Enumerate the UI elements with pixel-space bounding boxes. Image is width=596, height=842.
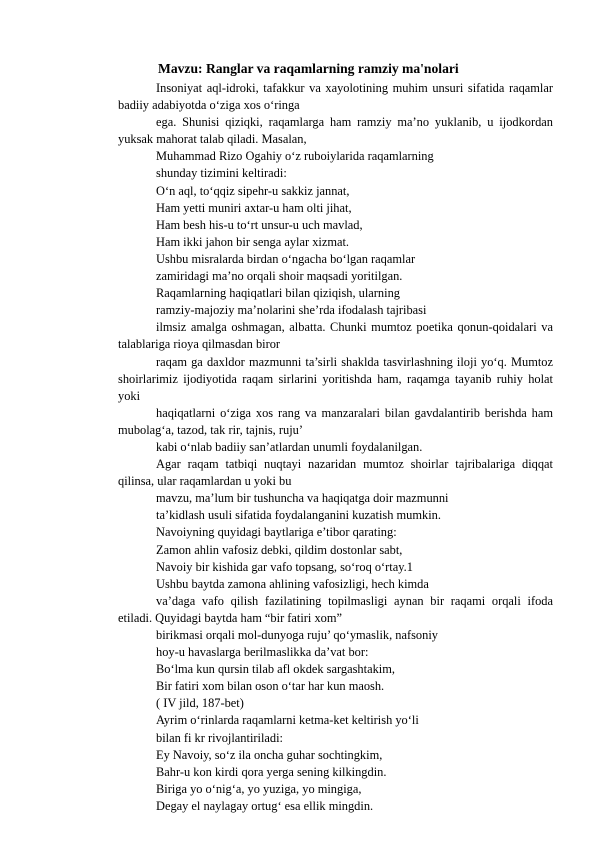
- paragraph: ramziy-majoziy ma’nolarini she’rda ifodalash tajribasi: [156, 303, 427, 318]
- paragraph: shunday tizimini keltiradi:: [156, 166, 287, 181]
- paragraph: Ham besh his-u to‘rt unsur-u uch mavlad,: [156, 217, 363, 232]
- paragraph: ega. Shunisi qiziqki, raqamlarga ham ramziy ma’no yuklanib, u ijodkordan yuksak mahorat talab qiladi. Masalan,: [118, 115, 553, 147]
- paragraph: Zamon ahlin vafosiz debki, qildim dostonlar sabt,: [156, 542, 403, 557]
- paragraph: Ushbu misralarda birdan o‘ngacha bo‘lgan raqamlar: [156, 251, 416, 266]
- paragraph: Ham ikki jahon bir senga aylar xizmat.: [156, 234, 350, 249]
- paragraph: birikmasi orqali mol-dunyoga ruju’ qo‘ymaslik, nafsoniy: [156, 628, 438, 642]
- document-title: Mavzu: Ranglar va raqamlarning ramziy ma'nolari: [158, 61, 459, 76]
- paragraph: ilmsiz amalga oshmagan, albatta. Chunki mumtoz poetika qonun-qoidalari va talablariga rioya qilmasdan biror: [118, 320, 553, 352]
- paragraph: Ey Navoiy, so‘z ila oncha guhar sochtingkim,: [156, 747, 383, 762]
- paragraph: bilan fi kr rivojlantiriladi:: [156, 730, 283, 745]
- paragraph: Bo‘lma kun qursin tilab afl okdek sargashtakim,: [156, 662, 395, 677]
- paragraph: mavzu, ma’lum bir tushuncha va haqiqatga doir mazmunni: [156, 491, 449, 506]
- paragraph: raqam ga daxldor mazmunni ta’sirli shaklda tasvirlashning iloji yo‘q. Mumtoz shoirlarimiz ijodiyotida raqam sirlarini yoritishda ham, raqamga tayanib ruhiy holat yoki: [118, 354, 553, 403]
- paragraph: Ham yetti muniri axtar-u ham olti jihat,: [156, 200, 352, 215]
- paragraph: Insoniyat aql-idroki, tafakkur va xayolotining muhim unsuri sifatida raqamlar badiiy adabiyotda o‘ziga xos o‘ringa: [118, 81, 553, 113]
- paragraph: va’daga vafo qilish fazilatining topilmasligi aynan bir raqami orqali ifoda etiladi. Quyidagi baytda ham “bir fatiri xom”: [118, 593, 553, 625]
- paragraph: Muhammad Rizo Ogahiy o‘z ruboiylarida raqamlarning: [156, 149, 434, 164]
- paragraph: Biriga yo o‘nig‘a, yo yuziga, yo mingiga,: [156, 781, 362, 796]
- paragraph: Bir fatiri xom bilan oson o‘tar har kun maosh.: [156, 679, 385, 694]
- paragraph: Bahr-u kon kirdi qora yerga sening kilkingdin.: [156, 764, 387, 779]
- paragraph: zamiridagi ma’no orqali shoir maqsadi yoritilgan.: [156, 269, 403, 284]
- paragraph: hoy-u havaslarga berilmaslikka da’vat bor:: [156, 645, 369, 660]
- paragraph: Ayrim o‘rinlarda raqamlarni ketma-ket keltirish yo‘li: [156, 713, 419, 728]
- paragraph: ( IV jild, 187-bet): [156, 696, 244, 711]
- paragraph: kabi o‘nlab badiiy san’atlardan unumli foydalanilgan.: [156, 439, 423, 454]
- paragraph: Navoiy bir kishida gar vafo topsang, so‘roq o‘rtay.1: [156, 559, 413, 574]
- document-body: [118, 80, 553, 815]
- paragraph: Navoiyning quyidagi baytlariga e’tibor qarating:: [156, 525, 397, 540]
- paragraph: O‘n aql, to‘qqiz sipehr-u sakkiz jannat,: [156, 183, 350, 198]
- paragraph: Agar raqam tatbiqi nuqtayi nazaridan mumtoz shoirlar tajribalariga diqqat qilinsa, ular raqamlardan u yoki bu: [118, 457, 553, 489]
- paragraph: haqiqatlarni o‘ziga xos rang va manzaralari bilan gavdalantirib berishda ham mubolag‘a, tazod, tak rir, tajnis, ruju’: [118, 405, 553, 437]
- paragraph: ta’kidlash usuli sifatida foydalanganini kuzatish mumkin.: [156, 508, 441, 523]
- paragraph: Ushbu baytda zamona ahlining vafosizligi, hech kimda: [156, 576, 429, 591]
- paragraph: Raqamlarning haqiqatlari bilan qiziqish, ularning: [156, 286, 400, 301]
- paragraph: Degay el naylagay ortug‘ esa ellik mingdin.: [156, 798, 374, 813]
